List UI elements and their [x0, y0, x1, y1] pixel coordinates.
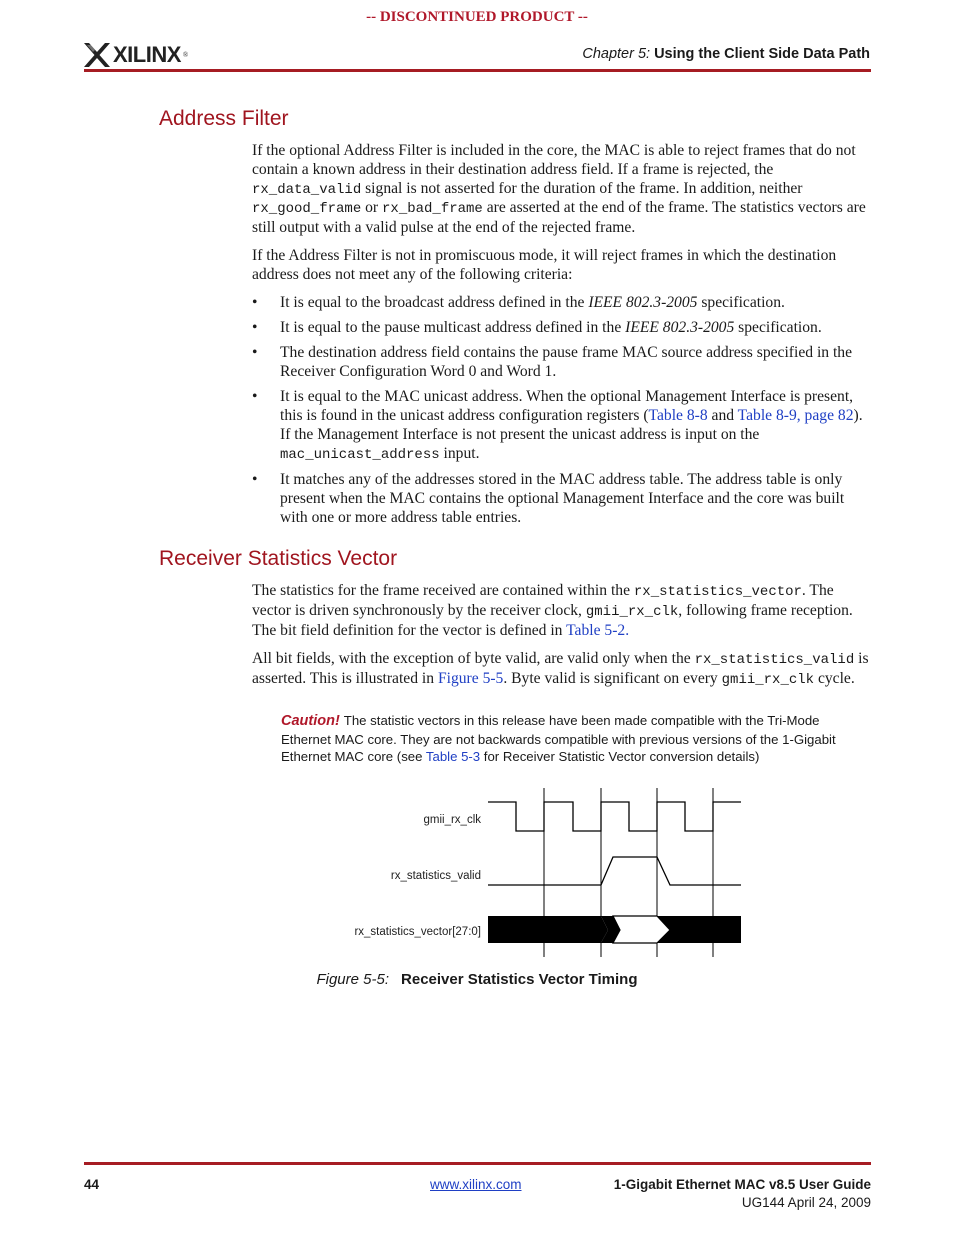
code-rx-data-valid: rx_data_valid	[252, 181, 362, 198]
paragraph: The statistics for the frame received are contained within the rx_statistics_vector. The vector is driven synchronously by the receiver clock, gmii_rx_clk, following frame reception. The bit field definition for the vector is defined in Table 5-2.	[252, 582, 853, 639]
criteria-list	[252, 294, 870, 528]
page-number: 44	[84, 1177, 100, 1192]
section-heading-receiver-statistics: Receiver Statistics Vector	[159, 547, 398, 570]
header-rule	[84, 69, 871, 72]
xilinx-logo-icon	[84, 43, 110, 67]
paragraph: If the optional Address Filter is included in the core, the MAC is able to reject frames that do not contain a known address in their destination address field. If a frame is rejected, the rx_data_valid signal is not asserted for the duration of the frame. In addition, neither rx_good_frame or rx_bad_frame are asserted at the end of the frame. The statistics vectors are still output with a valid pulse at the end of the rejected frame.	[252, 142, 866, 237]
rx-statistics-vector-data	[657, 916, 741, 943]
figure-number: Figure 5-5:	[316, 971, 390, 988]
rx-statistics-valid-waveform	[488, 857, 741, 885]
code-rx-good-frame: rx_good_frame	[252, 201, 362, 218]
paragraph: If the Address Filter is not in promiscuous mode, it will reject frames in which the destination address does not meet any of the following criteria:	[252, 246, 837, 283]
address-filter-body	[252, 142, 870, 534]
xilinx-logo	[84, 40, 188, 70]
code-rx-bad-frame: rx_bad_frame	[382, 201, 483, 218]
receiver-statistics-body	[252, 582, 870, 699]
chapter-header	[582, 46, 870, 62]
gmii-rx-clk-waveform	[488, 802, 741, 831]
chapter-number: Chapter 5:	[582, 46, 651, 62]
list-item: • It is equal to the pause multicast address defined in the IEEE 802.3-2005 specification.	[252, 319, 870, 338]
logo-text: XILINX	[113, 42, 181, 67]
caution-note: Caution! The statistic vectors in this release have been made compatible with the Tri-Mode Ethernet MAC core. They are not backwards compatible with previous versions of the 1-Gigabit Ethernet MAC core (see Table 5-3 for Receiver Statistic Vector conversion details)	[281, 713, 836, 764]
figure-caption	[0, 971, 954, 988]
footer-rule	[84, 1162, 871, 1165]
caution-label: Caution!	[281, 713, 340, 729]
registered-mark: ®	[182, 51, 189, 59]
link-table-5-3[interactable]: Table 5-3	[425, 749, 481, 764]
list-item: • The destination address field contains the pause frame MAC source address specified in the Receiver Configuration Word 0 and Word 1.	[252, 344, 870, 382]
chapter-title: Using the Client Side Data Path	[654, 46, 870, 62]
document-id: UG144 April 24, 2009	[741, 1195, 871, 1210]
link-table-8-9[interactable]: Table 8-9, page 82	[737, 407, 854, 425]
code-rx-statistics-vector: rx_statistics_vector	[633, 584, 802, 600]
list-item: • It is equal to the MAC unicast address. When the optional Management Interface is present, this is found in the unicast address configuration registers (Table 8-8 and Table 8-9, page 82). If the Management Interface is not present the unicast address is input on the mac_unicast_address input.	[252, 388, 870, 464]
discontinued-banner: -- DISCONTINUED PRODUCT --	[366, 9, 588, 25]
list-item: • It is equal to the broadcast address defined in the IEEE 802.3-2005 specification.	[252, 294, 870, 313]
signal-label-rx-statistics-valid: rx_statistics_valid	[390, 870, 481, 882]
signal-label-rx-statistics-vector: rx_statistics_vector[27:0]	[354, 926, 481, 938]
xilinx-website-link[interactable]: www.xilinx.com	[430, 1177, 522, 1192]
signal-label-gmii-rx-clk: gmii_rx_clk	[423, 814, 481, 826]
code-mac-unicast-address: mac_unicast_address	[280, 446, 440, 463]
section-heading-address-filter: Address Filter	[159, 107, 289, 130]
figure-title: Receiver Statistics Vector Timing	[401, 971, 638, 988]
guide-title: 1-Gigabit Ethernet MAC v8.5 User Guide	[613, 1177, 871, 1192]
paragraph: All bit fields, with the exception of byte valid, are valid only when the rx_statistics_valid is asserted. This is illustrated in Figure 5-5. Byte valid is significant on every gmii_rx_clk cycle.	[252, 650, 869, 689]
rx-statistics-vector-data	[488, 916, 608, 943]
code-gmii-rx-clk: gmii_rx_clk	[721, 672, 815, 689]
timing-diagram	[330, 785, 750, 960]
link-table-8-8[interactable]: Table 8-8	[648, 407, 708, 425]
link-figure-5-5[interactable]: Figure 5-5	[437, 670, 504, 688]
code-gmii-rx-clk: gmii_rx_clk	[585, 603, 679, 620]
code-rx-statistics-valid: rx_statistics_valid	[694, 652, 855, 669]
list-item: • It matches any of the addresses stored in the MAC address table. The address table is only present when the MAC contains the optional Management Interface and the core was built with one or more address table entries.	[252, 471, 870, 527]
link-table-5-2[interactable]: Table 5-2.	[566, 621, 630, 639]
